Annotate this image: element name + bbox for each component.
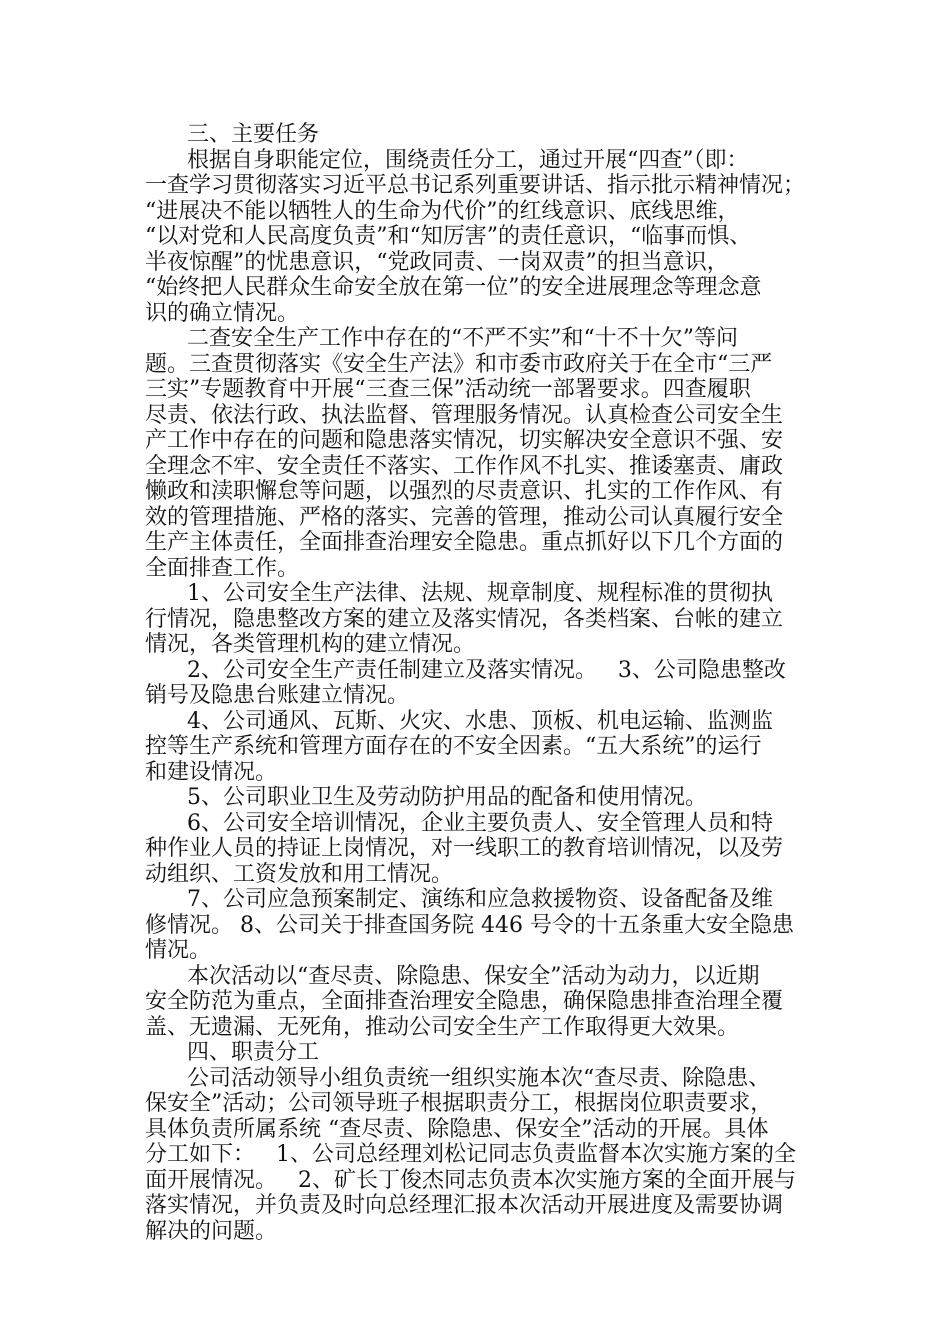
text-line: 四、职责分工 — [145, 1040, 319, 1065]
text-line: 具体负责所属系统 “查尽责、除隐患、保安全”活动的开展。具体 — [145, 1116, 769, 1142]
text-line: 修情况。 8、公司关于排查国务院 446 号令的十五条重大安全隐患 — [145, 912, 794, 938]
document-page — [145, 122, 807, 1244]
text-line: 6、公司安全培训情况，企业主要负责人、安全管理人员和特 — [145, 810, 773, 836]
text-line: 识的确立情况。 — [145, 300, 300, 326]
text-line: 落实情况，并负责及时向总经理汇报本次活动开展进度及需要协调 — [145, 1193, 784, 1218]
text-line: 行情况，隐患整改方案的建立及落实情况，各类档案、台帐的建立 — [145, 606, 784, 632]
text-line: 三实”专题教育中开展“三查三保”活动统一部署要求。四查履职 — [145, 377, 751, 402]
text-line: 动组织、工资发放和用工情况。 — [145, 861, 454, 887]
text-line: 情况，各类管理机构的建立情况。 — [145, 632, 476, 657]
text-line: 2、公司安全生产责任制建立及落实情况。 3、公司隐患整改 — [145, 657, 786, 683]
text-line: 分工如下： 1、公司总经理刘松记同志负责监督本次实施方案的全 — [145, 1142, 796, 1167]
text-line: 5、公司职业卫生及劳动防护用品的配备和使用情况。 — [145, 785, 707, 810]
text-line: 和建设情况。 — [145, 759, 278, 785]
text-line: 保安全”活动；公司领导班子根据职责分工，根据岗位职责要求， — [145, 1091, 773, 1116]
text-line: 销号及隐患台账建立情况。 — [145, 683, 410, 708]
text-line: 控等生产系统和管理方面存在的不安全因素。“五大系统”的运行 — [145, 734, 762, 759]
text-line: 半夜惊醒”的忧患意识，“党政同责、一岗双责”的担当意识， — [145, 249, 729, 275]
text-line: 公司活动领导小组负责统一组织实施本次“查尽责、除隐患、 — [145, 1065, 771, 1091]
text-line: 三、主要任务 — [145, 122, 319, 147]
text-line: 二查安全生产工作中存在的“不严不实”和“十不十欠”等问 — [145, 326, 738, 351]
text-line: 效的管理措施、严格的落实、完善的管理，推动公司认真履行安全 — [145, 504, 784, 530]
text-line: 懒政和渎职懈怠等问题，以强烈的尽责意识、扎实的工作作风、有 — [145, 479, 784, 504]
text-line: 全理念不牢、安全责任不落实、工作作风不扎实、推诿塞责、庸政 — [145, 453, 784, 479]
text-line: 1、公司安全生产法律、法规、规章制度、规程标准的贯彻执 — [145, 581, 773, 606]
text-line: 解决的问题。 — [145, 1218, 278, 1244]
text-line: 面开展情况。 2、矿长丁俊杰同志负责本次实施方案的全面开展与 — [145, 1167, 796, 1193]
text-line: 盖、无遗漏、无死角，推动公司安全生产工作取得更大效果。 — [145, 1014, 740, 1040]
text-line: 尽责、依法行政、执法监督、管理服务情况。认真检查公司安全生 — [145, 402, 784, 428]
text-line: 全面排查工作。 — [145, 555, 300, 581]
text-line: 4、公司通风、瓦斯、火灾、水患、顶板、机电运输、监测监 — [145, 708, 773, 734]
text-line: “以对党和人民高度负责”和“知厉害”的责任意识，“临事而惧、 — [145, 224, 752, 249]
text-line: 安全防范为重点，全面排查治理安全隐患，确保隐患排查治理全覆 — [145, 989, 784, 1014]
text-line: 7、公司应急预案制定、演练和应急救援物资、设备配备及维 — [145, 887, 773, 912]
text-line: 本次活动以“查尽责、除隐患、保安全”活动为动力，以近期 — [145, 963, 760, 989]
text-line: “始终把人民群众生命安全放在第一位”的安全进展理念等理念意 — [145, 275, 762, 300]
text-line: 根据自身职能定位，围绕责任分工，通过开展“四查”（即： — [145, 147, 749, 173]
text-line: 产工作中存在的问题和隐患落实情况，切实解决安全意识不强、安 — [145, 428, 784, 453]
text-line: 一查学习贯彻落实习近平总书记系列重要讲话、指示批示精神情况； — [145, 173, 806, 198]
text-line: “进展决不能以牺牲人的生命为代价”的红线意识、底线思维， — [145, 198, 740, 224]
text-line: 种作业人员的持证上岗情况，对一线职工的教育培训情况，以及劳 — [145, 836, 784, 861]
text-line: 情况。 — [145, 938, 212, 963]
text-line: 生产主体责任，全面排查治理安全隐患。重点抓好以下几个方面的 — [145, 530, 784, 555]
text-line: 题。三查贯彻落实《安全生产法》和市委市政府关于在全市“三严 — [145, 351, 773, 377]
